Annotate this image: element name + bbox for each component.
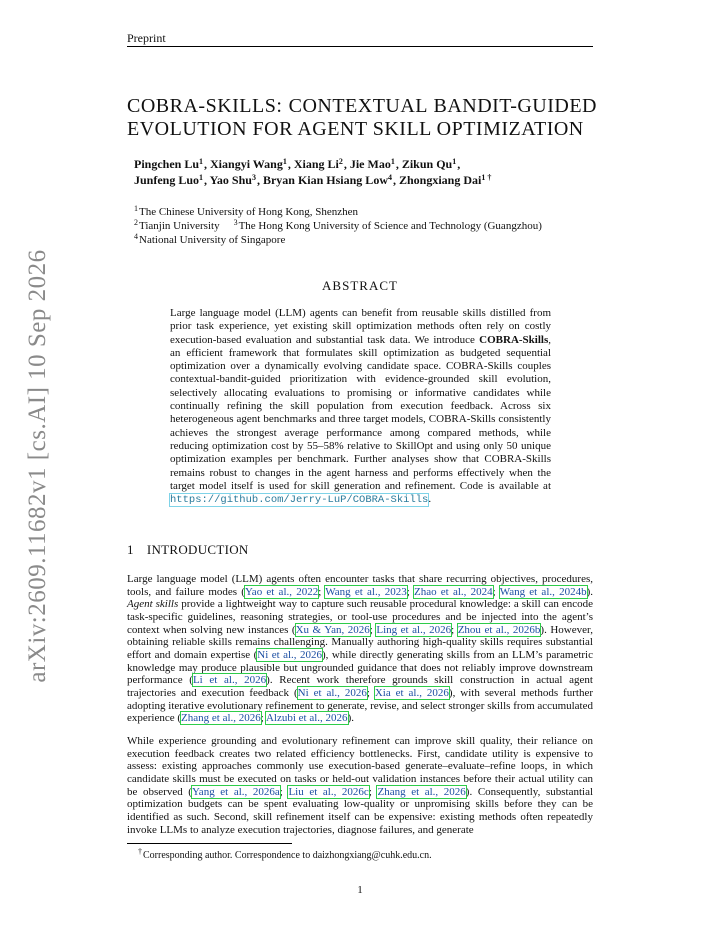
author-name: Zhongxiang Dai — [398, 173, 482, 187]
affiliation-2-3: $^2$Tianjin University $^3$The Hong Kong University of Science and Technology (Guangzhou) — [134, 218, 542, 232]
citation-link[interactable]: Xu & Yan, 2026 — [295, 623, 370, 636]
footnote-mark: † — [138, 847, 142, 856]
section-heading: 1 INTRODUCTION — [127, 542, 249, 557]
author-affiliation-mark: 1 — [282, 157, 287, 166]
author-affiliation-mark: 1 — [199, 173, 204, 182]
author-affiliation-mark: 1 — [452, 157, 457, 166]
author-name: Xiangyi Wang — [210, 157, 283, 171]
author-name: Xiang Li — [293, 157, 339, 171]
citation-link[interactable]: Li et al., 2026 — [192, 674, 267, 687]
citation-link[interactable]: Zhang et al., 2026 — [181, 712, 261, 725]
citation-link[interactable]: Yang et al., 2026a — [191, 785, 280, 798]
paper-title-line2: EVOLUTION FOR AGENT SKILL OPTIMIZATION — [127, 118, 584, 140]
emphasis-term: Agent skills — [127, 598, 179, 611]
paper-title-line1: COBRA-SKILLS: CONTEXTUAL BANDIT-GUIDED — [127, 95, 597, 117]
author-name: Bryan Kian Hsiang Low — [262, 173, 388, 187]
code-repository-link[interactable]: https://github.com/Jerry-LuP/COBRA-Skills — [170, 494, 429, 507]
citation-link[interactable]: Liu et al., 2026c — [288, 785, 369, 798]
citation-link[interactable]: Alzubi et al., 2026 — [265, 712, 348, 725]
author-line-1: Pingchen Lu$^1$, Xiangyi Wang$^1$, Xiang Li$^2$, Jie Mao$^1$, Zikun Qu$^1$, — [134, 157, 461, 171]
author-affiliation-mark: 4 — [387, 173, 392, 182]
citation-link[interactable]: Zhang et al., 2026 — [377, 785, 466, 798]
footnote: †Corresponding author. Correspondence to daizhongxiang@cuhk.edu.cn. — [138, 847, 432, 861]
author-name: Jie Mao — [349, 157, 391, 171]
author-name: Zikun Qu — [401, 157, 453, 171]
author-name: Yao Shu — [209, 173, 252, 187]
intro-paragraph-1: Large language model (LLM) agents often encounter tasks that share recurring objectives, procedures, tools, and failure modes (Yao et al., 2022; Wang et al., 2023; Zhao et al., 2024; Wang et al., 2024b). Agent skills provide a lightweight way to capture such reusable procedural knowledge: a skill can encode task-specific guidelines, reasoning strategies, or tool-use procedures and be injected into the agent’s context when solving new instances (Xu & Yan, 2026; Ling et al., 2026; Zhou et al., 2026b). However, obtaining reliable skills remains challenging. Manually authoring high-quality skills requires substantial effort and domain expertise (Ni et al., 2026), while directly generating skills from an LLM’s parametric knowledge may produce plausible but ungrounded guidance that does not reliably improve downstream performance (Li et al., 2026). Recent work therefore grounds skill construction in actual agent trajectories and execution feedback (Ni et al., 2026; Xia et al., 2026), with several methods further adopting iterative evolutionary refinement to generate, revise, and select stronger skills from accumulated experience (Zhang et al., 2026; Alzubi et al., 2026). — [127, 573, 594, 725]
author-line-2: Junfeng Luo$^1$, Yao Shu$^3$, Bryan Kian Hsiang Low$^4$, Zhongxiang Dai$^{1 \dagger}$ — [134, 173, 492, 187]
header-rule — [127, 46, 593, 47]
author-affiliation-mark: 3 — [251, 173, 256, 182]
citation-link[interactable]: Xia et al., 2026 — [374, 686, 449, 699]
citation-link[interactable]: Zhao et al., 2024 — [413, 585, 493, 598]
author-affiliation-mark: 2 — [338, 157, 343, 166]
abstract-body: Large language model (LLM) agents can benefit from reusable skills distilled from prior task experience, yet existing skill optimization methods often rely on costly execution-based evaluation and substantial task data. We introduce COBRA-Skills, an efficient framework that formulates skill optimization as budgeted sequential optimization over a dynamically evolving candidate space. COBRA-Skills couples contextual-bandit-guided prioritization with evidence-grounded skill evolution, selectively allocating evaluations to promising or informative candidates while continually refining the skill population from execution feedback. Across six heterogeneous agent benchmarks and three target models, COBRA-Skills consistently achieves the strongest average performance among compared methods, while reducing optimization cost by 55–58% relative to SkillOpt and using only 50 unique optimization examples per benchmark. Further analyses show that COBRA-Skills remains robust to changes in the agent harness and performs effectively when the target model itself is used for skill generation and refinement. Code is available at https://github.com/Jerry-LuP/COBRA-Skills. — [170, 307, 551, 507]
method-name: COBRA-Skills — [479, 333, 549, 346]
arxiv-watermark: arXiv:2609.11682v1 [cs.AI] 10 Sep 2026 — [24, 249, 51, 683]
author-name: Pingchen Lu — [134, 157, 200, 171]
citation-link[interactable]: Wang et al., 2024b — [499, 585, 587, 598]
affiliation-1: $^1$The Chinese University of Hong Kong, Shenzhen — [134, 204, 359, 218]
running-header: Preprint — [127, 31, 166, 45]
page-number: 1 — [357, 884, 363, 896]
citation-link[interactable]: Wang et al., 2023 — [325, 585, 407, 598]
intro-paragraph-2: While experience grounding and evolutionary refinement can improve skill quality, their reliance on execution feedback creates two related efficiency bottlenecks. First, candidate utility is expensive to assess: existing approaches commonly use execution-based generate–evaluate–refine loops, in which candidate skills must be executed on tasks or held-out validation instances before their actual utility can be observed (Yang et al., 2026a; Liu et al., 2026c; Zhang et al., 2026). Consequently, substantial optimization budgets can be spent evaluating low-quality or unpromising skills before they can be identified as such. Second, skill refinement itself can be expensive: existing methods often repeatedly invoke LLMs to analyze execution trajectories, diagnose failures, and generate — [127, 735, 594, 836]
citation-link[interactable]: Zhou et al., 2026b — [457, 623, 541, 636]
citation-link[interactable]: Ling et al., 2026 — [376, 623, 452, 636]
footnote-rule — [127, 843, 292, 844]
author-affiliation-mark: 1 — [390, 157, 395, 166]
author-affiliation-mark: 1 † — [481, 173, 492, 182]
author-affiliation-mark: 1 — [199, 157, 204, 166]
citation-link[interactable]: Yao et al., 2022 — [244, 585, 319, 598]
affiliation-4: $^4$National University of Singapore — [134, 232, 286, 246]
abstract-heading: ABSTRACT — [322, 278, 398, 293]
citation-link[interactable]: Ni et al., 2026 — [297, 686, 367, 699]
author-name: Junfeng Luo — [134, 173, 200, 187]
citation-link[interactable]: Ni et al., 2026 — [257, 648, 322, 661]
